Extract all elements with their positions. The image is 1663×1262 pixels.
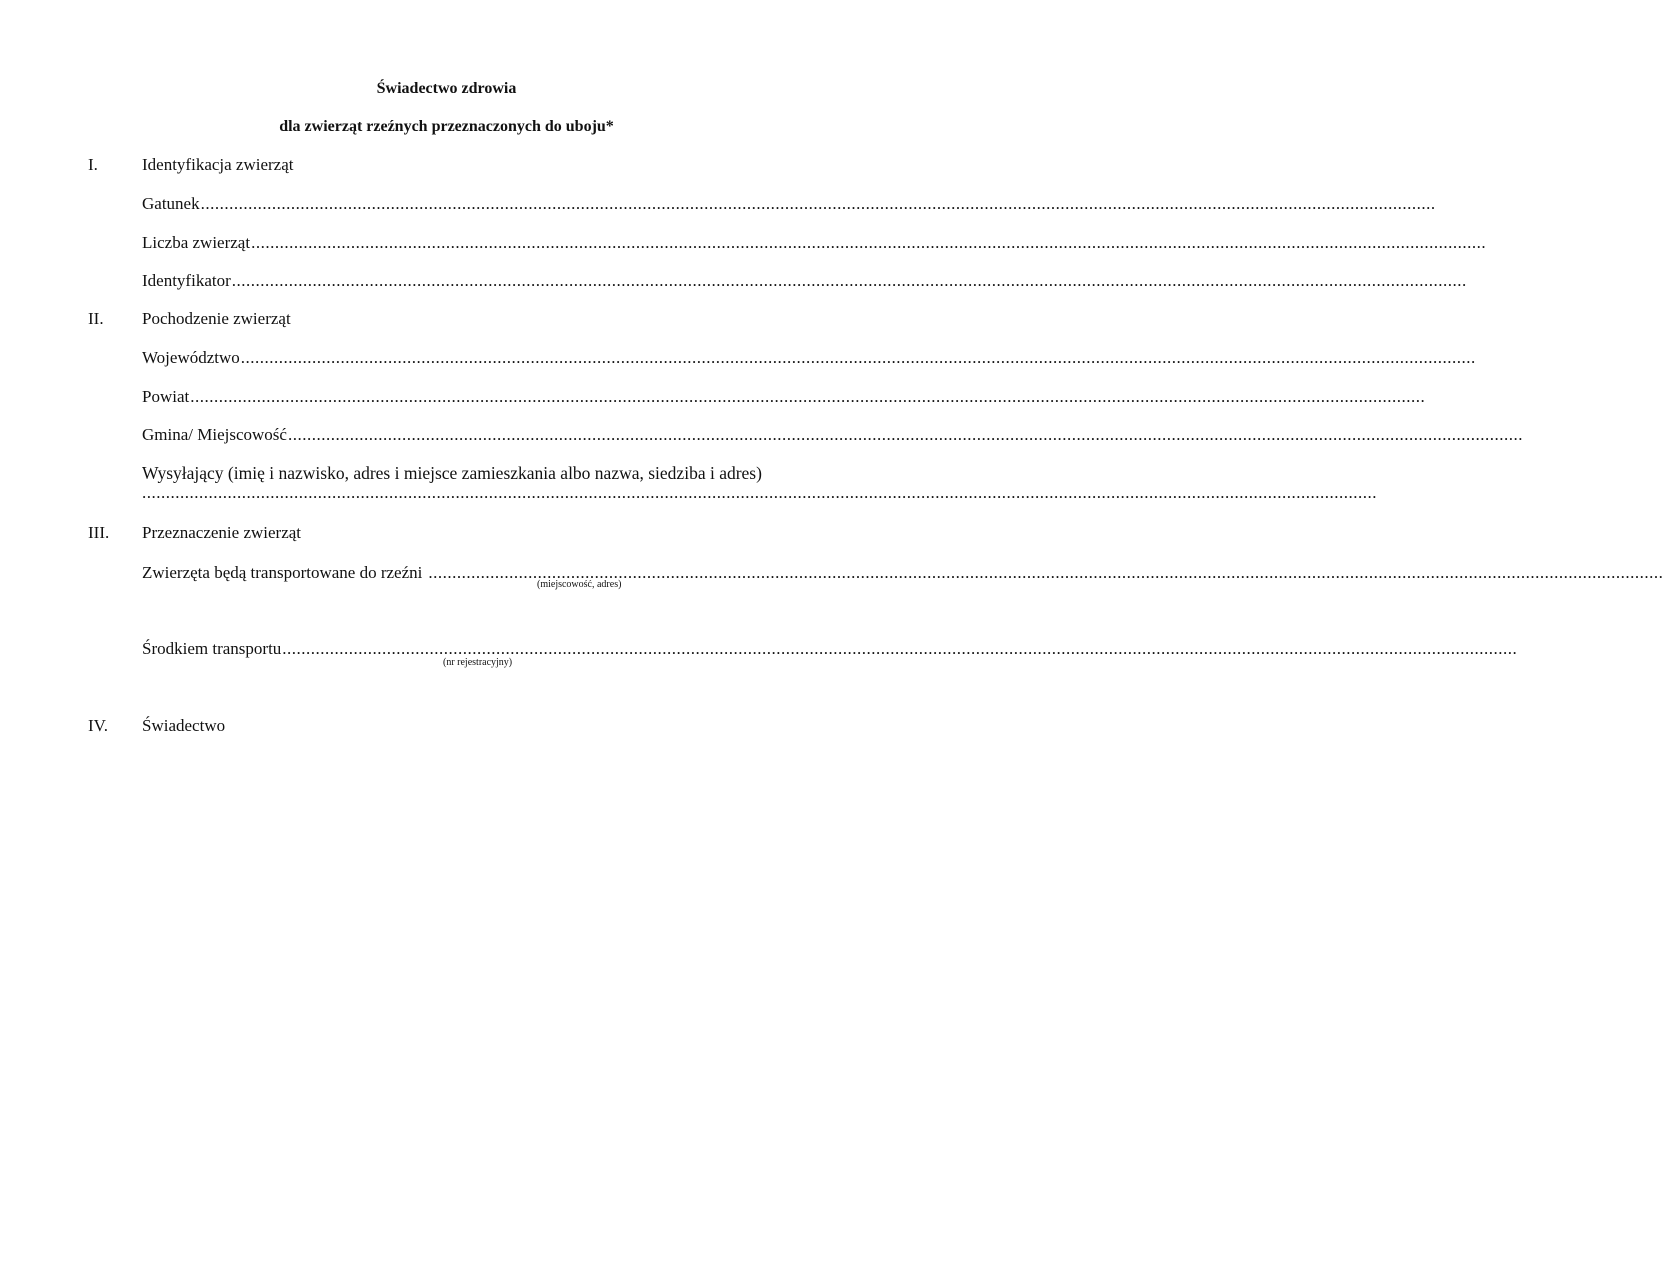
powiat-label: Powiat (142, 387, 190, 406)
liczba-zwierzat-label: Liczba zwierząt (142, 233, 251, 252)
gmina-miejscowosc-field[interactable] (142, 424, 1523, 446)
rzeznia-label: Zwierzęta będą transportowane do rzeźni (142, 563, 423, 582)
wojewodztwo-fill-line[interactable]: .................................................................................................................................................................................................................................................................... (240, 348, 1476, 367)
section-3-number: III. (88, 523, 110, 542)
wojewodztwo-field[interactable] (142, 347, 1476, 369)
wysylajacy-label: Wysyłający (imię i nazwisko, adres i miejsce zamieszkania albo nazwa, siedziba i adres) (142, 463, 762, 483)
srodek-transportu-label: Środkiem transportu (142, 639, 282, 658)
srodek-transportu-fill-line[interactable]: .................................................................................................................................................................................................................................................................... (282, 639, 1518, 658)
section-4-number: IV. (88, 716, 108, 735)
section-1-title: Identyfikacja zwierząt (142, 155, 294, 174)
gatunek-field[interactable] (142, 193, 1436, 215)
identyfikator-field[interactable] (142, 270, 1467, 292)
rzeznia-fill-line[interactable]: .................................................................................................................................................................................................................................................................... (428, 563, 1663, 582)
gmina-miejscowosc-fill-line[interactable]: .................................................................................................................................................................................................................................................................... (287, 425, 1523, 444)
gatunek-label: Gatunek (142, 194, 200, 213)
srodek-transportu-caption: (nr rejestracyjny) (443, 657, 513, 668)
powiat-fill-line[interactable]: .................................................................................................................................................................................................................................................................... (190, 387, 1426, 406)
section-4-title: Świadectwo (142, 716, 226, 735)
section-2-title: Pochodzenie zwierząt (142, 309, 291, 328)
document-subtitle: dla zwierząt rzeźnych przeznaczonych do uboju* (279, 118, 614, 135)
wojewodztwo-label: Województwo (142, 348, 240, 367)
section-3-title: Przeznaczenie zwierząt (142, 523, 302, 542)
section-2-number: II. (88, 309, 104, 328)
identyfikator-fill-line[interactable]: .................................................................................................................................................................................................................................................................... (231, 271, 1467, 290)
wysylajacy-fill-line[interactable]: .................................................................................................................................................................................................................................................................... (142, 483, 1377, 502)
liczba-zwierzat-field[interactable] (142, 232, 1487, 254)
liczba-zwierzat-fill-line[interactable]: .................................................................................................................................................................................................................................................................... (251, 233, 1487, 252)
gatunek-fill-line[interactable]: .................................................................................................................................................................................................................................................................... (200, 194, 1436, 213)
section-1-number: I. (88, 155, 98, 174)
rzeznia-field[interactable] (142, 562, 1663, 584)
gmina-miejscowosc-label: Gmina/ Miejscowość (142, 425, 287, 444)
powiat-field[interactable] (142, 386, 1426, 408)
rzeznia-caption: (miejscowość, adres) (537, 579, 622, 590)
document-title: Świadectwo zdrowia (376, 80, 517, 97)
identyfikator-label: Identyfikator (142, 271, 231, 290)
